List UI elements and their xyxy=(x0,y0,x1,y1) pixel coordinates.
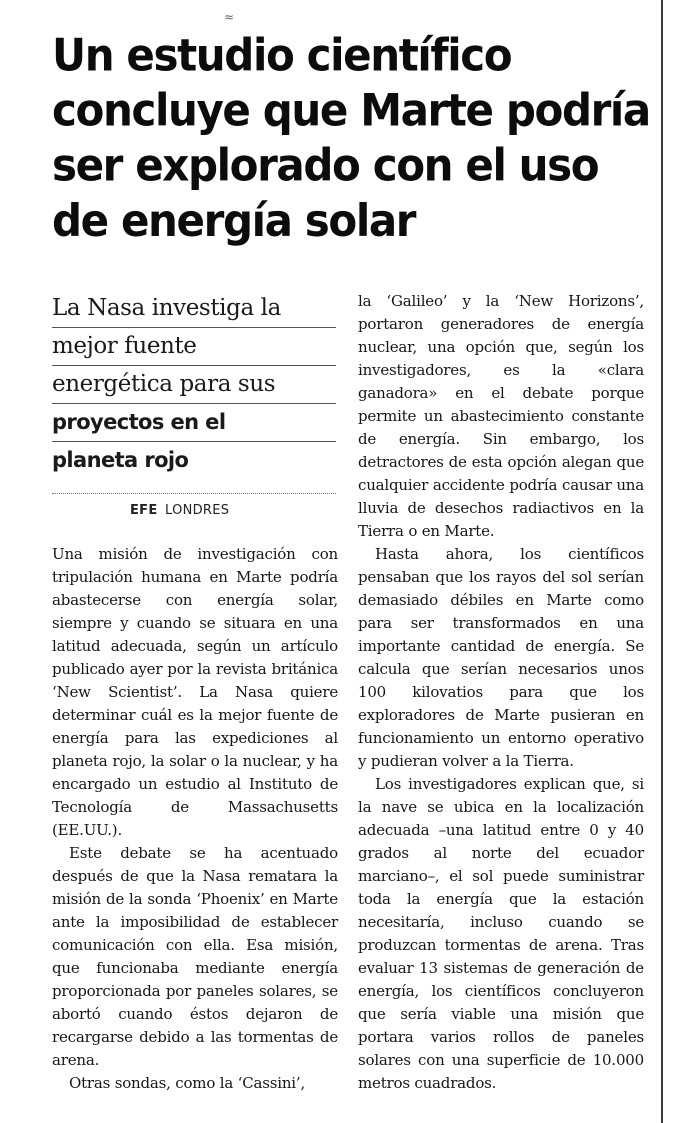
body-paragraph: Una misión de investigación con tripulación humana en Marte podría abastecerse con energía solar, siempre y cuando se situara en una latitud adecuada, según un artículo publicado ayer por la revista británica ‘New Scientist’. La Nasa quiere determinar cuál es la mejor fuente de energía para las expediciones al planeta rojo, la solar o la nuclear, y ha encargado un estudio al Instituto de Tecnología de Massachusetts (EE.UU.). xyxy=(52,545,338,839)
byline-agency: EFE xyxy=(130,503,158,518)
page-mark: ≈ xyxy=(224,10,235,24)
subtitle-line: La Nasa investiga la xyxy=(52,290,336,328)
page-edge-rule xyxy=(661,0,663,1123)
body-paragraph: Hasta ahora, los científicos pensaban que los rayos del sol serían demasiado débiles en Marte como para ser transformados en una importante cantidad de energía. Se calcula que serían necesarios unos 100 kilovatios para que los exploradores de Marte pusieran en funcionamiento un entorno operativo y pudieran volver a la Tierra. xyxy=(358,545,644,770)
headline: Un estudio científico concluye que Marte podría ser explorado con el uso de energía solar xyxy=(52,29,650,247)
subtitle-line: energética para sus xyxy=(52,366,336,404)
byline-city: LONDRES xyxy=(164,503,230,518)
subtitle xyxy=(52,290,336,479)
byline-divider xyxy=(52,493,336,494)
subtitle-line: mejor fuente xyxy=(52,328,336,366)
body-column-right xyxy=(358,290,644,1095)
body-paragraph: la ‘Galileo’ y la ‘New Horizons’, portaron generadores de energía nuclear, una opción que, según los investigadores, es la «clara ganadora» en el debate porque permite un abastecimiento constante de energía. Sin embargo, los detractores de esta opción alegan que cualquier accidente podría causar una lluvia de desechos radiactivos en la Tierra o en Marte. xyxy=(358,292,644,540)
body-paragraph: Los investigadores explican que, si la nave se ubica en la localización adecuada –una latitud entre 0 y 40 grados al norte del ecuador marciano–, el sol puede suministrar toda la energía que la estación necesitaría, incluso cuando se produzcan tormentas de arena. Tras evaluar 13 sistemas de generación de energía, los científicos concluyeron que sería viable una misión que portara varios rollos de paneles solares con una superficie de 10.000 metros cuadrados. xyxy=(358,775,644,1092)
subtitle-line: planeta rojo xyxy=(52,448,189,472)
body-paragraph: Este debate se ha acentuado después de que la Nasa rematara la misión de la sonda ‘Phoenix’ en Marte ante la imposibilidad de establecer comunicación con ella. Esa misión, que funcionaba mediante energía proporcionada por paneles solares, se abortó cuando éstos dejaron de recargarse debido a las tormentas de arena. xyxy=(52,844,338,1069)
subtitle-line: proyectos en el xyxy=(52,404,336,442)
byline xyxy=(130,503,229,518)
body-column-left xyxy=(52,543,338,1095)
body-paragraph: Otras sondas, como la ‘Cassini’, xyxy=(69,1074,306,1092)
